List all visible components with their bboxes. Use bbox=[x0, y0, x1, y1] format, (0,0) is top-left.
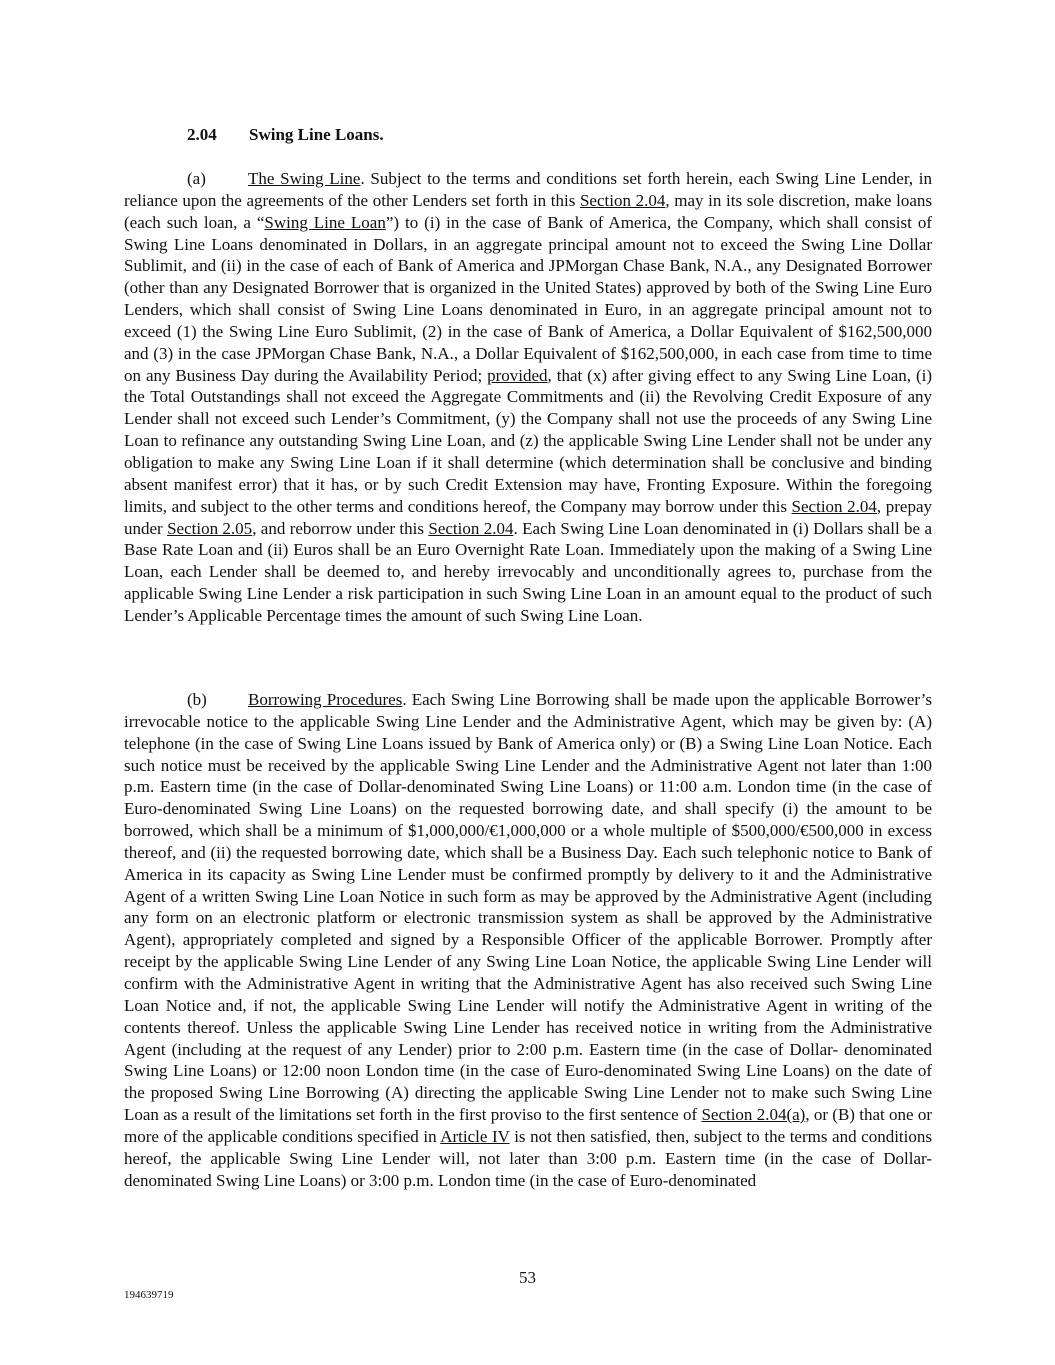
paragraph-a-text: , and reborrow under this bbox=[252, 518, 429, 538]
article-ref-iv: Article IV bbox=[440, 1126, 510, 1146]
defined-term-swing-line-loan: Swing Line Loan bbox=[264, 212, 386, 232]
paragraph-a-heading: The Swing Line bbox=[248, 169, 361, 188]
section-heading bbox=[187, 124, 384, 146]
page-number: 53 bbox=[519, 1268, 536, 1287]
paragraph-a-label: (a) bbox=[187, 169, 206, 188]
paragraph-a-text: . Each Swing Line Loan denominated in (i) Dollars shall be a Base Rate Loan and (ii) Euros shall be an Euro Overnight Rate Loan. Immediately upon the making of a Swing Line Loan, each Lender shall be deemed to, and hereby irrevocably and unconditionally agrees to, purchase from the applicable Swing Line Lender a risk participation in such Swing Line Loan in an amount equal to the product of such Lender’s Applicable Percentage times the amount of such Swing Line Loan. bbox=[124, 518, 932, 625]
paragraph-b-label: (b) bbox=[187, 690, 207, 709]
paragraph-a-text: . Subject to the terms and conditions set forth herein, each Swing Line Lender, in reliance upon the agreements of the other Lenders set forth in this bbox=[124, 169, 932, 210]
section-title: Swing Line Loans. bbox=[249, 125, 384, 144]
paragraph-a-text: , that (x) after giving effect to any Swing Line Loan, (i) the Total Outstandings shall not exceed the Aggregate Commitments and (ii) the Revolving Credit Exposure of any Lender shall not exceed such Lender’s Commitment, (y) the Company shall not use the proceeds of any Swing Line Loan to refinance any outstanding Swing Line Loan, and (z) the applicable Swing Line Lender shall not be under any obligation to make any Swing Line Loan if it shall determine (which determination shall be conclusive and binding absent manifest error) that it has, or by such Credit Extension may have, Fronting Exposure. Within the foregoing limits, and subject to the other terms and conditions hereof, the Company may borrow under this bbox=[124, 365, 932, 516]
paragraph-a bbox=[124, 168, 932, 627]
paragraph-b bbox=[124, 689, 932, 1191]
paragraph-b-text: . Each Swing Line Borrowing shall be made upon the applicable Borrower’s irrevocable notice to the applicable Swing Line Lender and the Administrative Agent, which may be given by: (A) telephone (in the case of Swing Line Loans issued by Bank of America only) or (B) a Swing Line Loan Notice. Each such notice must be received by the applicable Swing Line Lender and the Administrative Agent not later than 1:00 p.m. Eastern time (in the case of Dollar-denominated Swing Line Loans) or 11:00 a.m. London time (in the case of Euro-denominated Swing Line Loans) on the requested borrowing date, and shall specify (i) the amount to be borrowed, which shall be a minimum of $1,000,000/€1,000,000 or a whole multiple of $500,000/€500,000 in excess thereof, and (ii) the requested borrowing date, which shall be a Business Day. Each such telephonic notice to Bank of America in its capacity as Swing Line Lender must be confirmed promptly by delivery to it and the Administrative Agent of a written Swing Line Loan Notice in such form as may be approved by the Administrative Agent (including any form on an electronic platform or electronic transmission system as shall be approved by the Administrative Agent), appropriately completed and signed by a Responsible Officer of the applicable Borrower. Promptly after receipt by the applicable Swing Line Lender of any Swing Line Loan Notice, the applicable Swing Line Lender will confirm with the Administrative Agent in writing that the Administrative Agent has also received such Swing Line Loan Notice and, if not, the applicable Swing Line Lender will notify the Administrative Agent in writing of the contents thereof. Unless the applicable Swing Line Lender has received notice in writing from the Administrative Agent (including at the request of any Lender) prior to 2:00 p.m. Eastern time (in the case of Dollar- denominated Swing Line Loans) or 12:00 noon London time (in the case of Euro-denominated Swing Line Loans) on the date of the proposed Swing Line Borrowing (A) directing the applicable Swing Line Lender not to make such Swing Line Loan as a result of the limitations set forth in the first proviso to the first sentence of bbox=[124, 690, 932, 1125]
section-ref-2-04a: Section 2.04(a) bbox=[701, 1105, 806, 1125]
paragraph-a-text: , prepay under bbox=[124, 496, 932, 538]
paragraph-b-heading: Borrowing Procedures bbox=[248, 690, 403, 709]
section-ref-2-05: Section 2.05 bbox=[167, 518, 253, 538]
provided-term: provided bbox=[487, 365, 548, 385]
paragraph-b-text: is not then satisfied, then, subject to the terms and conditions hereof, the applicable Swing Line Lender will, not later than 3:00 p.m. Eastern time (in the case of Dollar-denominated Swing Line Loans) or 3:00 p.m. London time (in the case of Euro-denominated bbox=[124, 1126, 932, 1190]
paragraph-b-text: , or (B) that one or more of the applicable conditions specified in bbox=[124, 1105, 932, 1146]
section-ref-2-04: Section 2.04 bbox=[579, 190, 666, 210]
section-number: 2.04 bbox=[187, 125, 217, 144]
paragraph-a-text: , may in its sole discretion, make loans (each such loan, a “ bbox=[124, 190, 932, 232]
paragraph-a-text: ”) to (i) in the case of Bank of America, the Company, which shall consist of Swing Line Loans denominated in Dollars, in an aggregate principal amount not to exceed the Swing Line Dollar Sublimit, and (ii) in the case of each of Bank of America and JPMorgan Chase Bank, N.A., any Designated Borrower (other than any Designated Borrower that is organized in the United States) approved by both of the Swing Line Euro Lenders, which shall consist of Swing Line Loans denominated in Euro, in an aggregate principal amount not to exceed (1) the Swing Line Euro Sublimit, (2) in the case of Bank of America, a Dollar Equivalent of $162,500,000 and (3) in the case JPMorgan Chase Bank, N.A., a Dollar Equivalent of $162,500,000, in each case from time to time on any Business Day during the Availability Period; bbox=[124, 212, 932, 385]
section-ref-2-04: Section 2.04 bbox=[428, 518, 514, 538]
document-id: 194639719 bbox=[124, 1289, 174, 1301]
section-ref-2-04: Section 2.04 bbox=[791, 496, 877, 516]
